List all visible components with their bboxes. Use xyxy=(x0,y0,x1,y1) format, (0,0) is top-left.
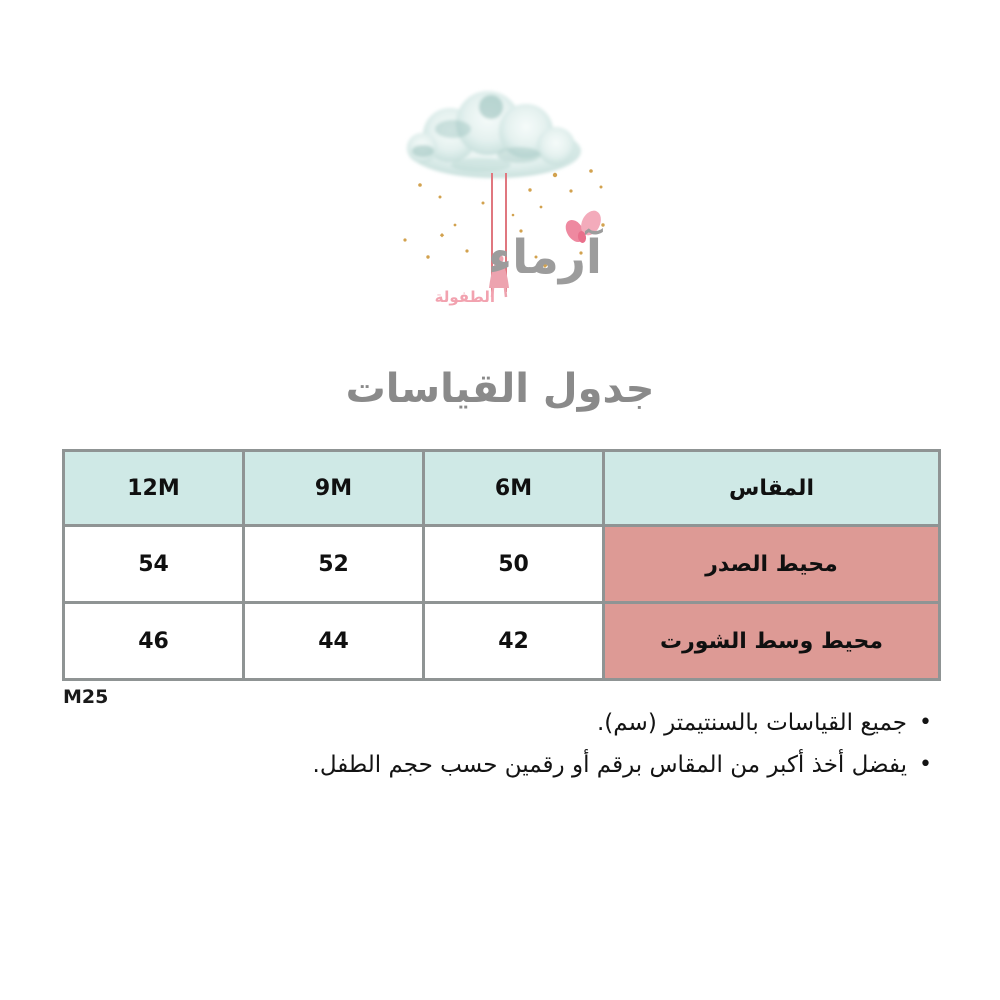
size-table xyxy=(62,449,941,681)
bullet-icon: • xyxy=(919,752,932,777)
chest-9m: 52 xyxy=(244,526,424,603)
header-6m: 6M xyxy=(424,451,604,526)
waist-12m: 46 xyxy=(64,603,244,680)
page-title: جدول القياسات xyxy=(345,366,655,412)
table-row-waist xyxy=(64,603,940,680)
model-code: M25 xyxy=(63,686,109,708)
note-text: يفضل أخذ أكبر من المقاس برقم أو رقمين حسب حجم الطفل. xyxy=(312,752,908,778)
note-item xyxy=(313,744,932,786)
table-row-chest xyxy=(64,526,940,603)
note-text: جميع القياسات بالسنتيمتر (سم). xyxy=(596,710,908,736)
row-label-waist: محيط وسط الشورت xyxy=(604,603,940,680)
row-label-chest: محيط الصدر xyxy=(604,526,940,603)
waist-9m: 44 xyxy=(244,603,424,680)
bullet-icon: • xyxy=(919,710,932,735)
chest-12m: 54 xyxy=(64,526,244,603)
chest-6m: 50 xyxy=(424,526,604,603)
waist-6m: 42 xyxy=(424,603,604,680)
header-12m: 12M xyxy=(64,451,244,526)
header-9m: 9M xyxy=(244,451,424,526)
notes-list xyxy=(313,702,932,786)
cloud-icon xyxy=(407,91,581,178)
brand-subtitle: الطفولة xyxy=(434,288,495,306)
brand-name: آرماء xyxy=(488,230,602,285)
note-item xyxy=(313,702,932,744)
table-header-row xyxy=(64,451,940,526)
header-size: المقاس xyxy=(604,451,940,526)
